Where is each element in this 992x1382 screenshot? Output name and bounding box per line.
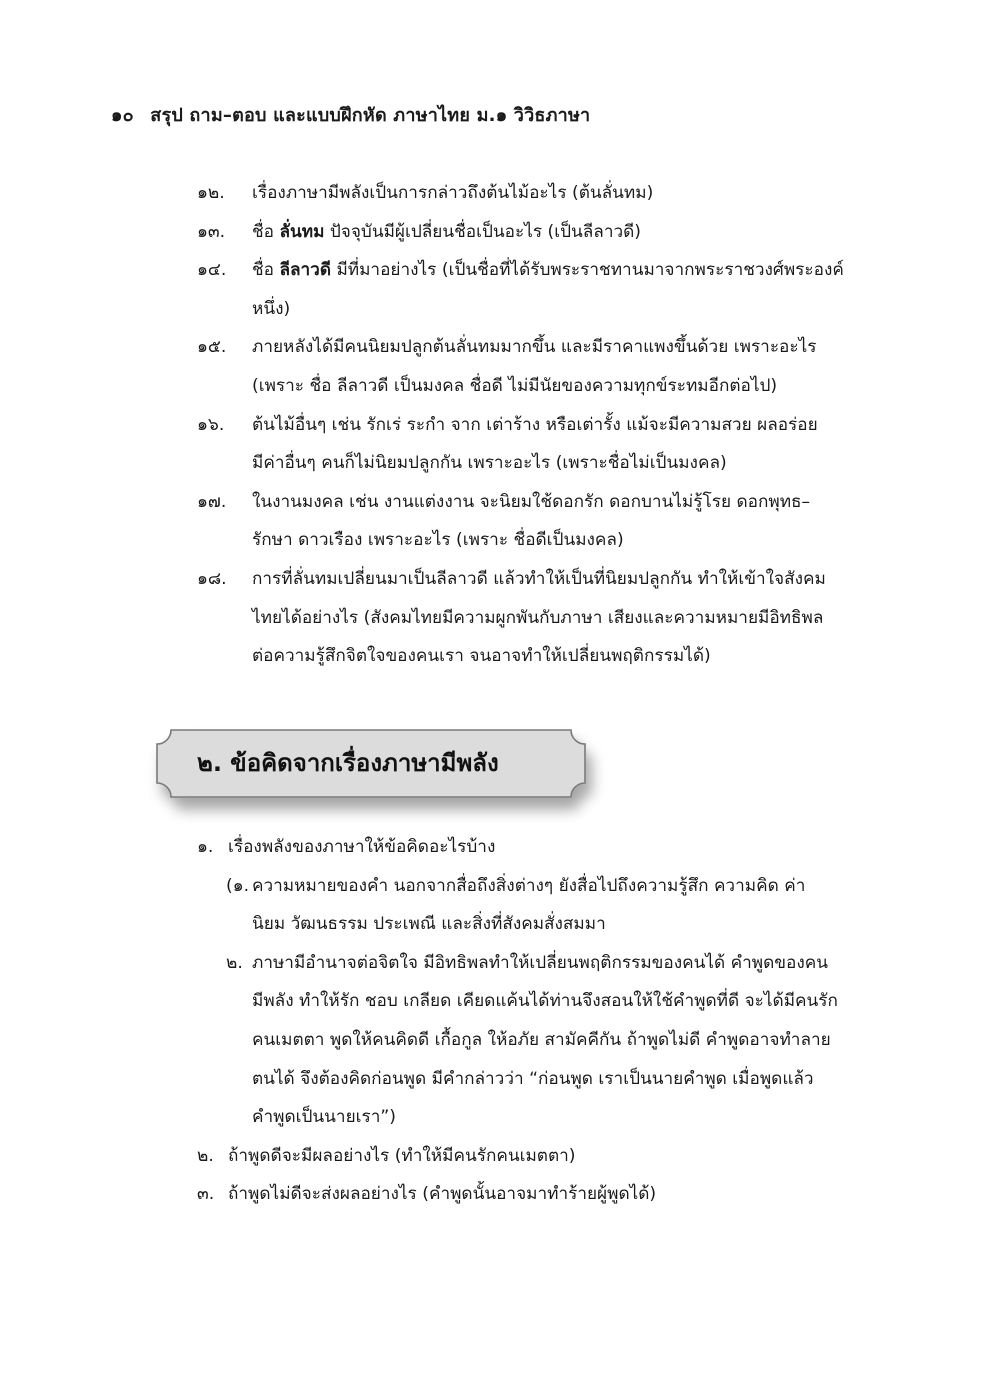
bold-term: ลีลาวดี <box>279 260 331 281</box>
sub-item-number: ๒. <box>226 952 243 973</box>
text-suffix: มีที่มาอย่างไร (เป็นชื่อที่ได้รับพระราชทานมาจากพระราชวงศ์พระองค์ <box>330 260 844 281</box>
qa-item-15 <box>197 328 887 405</box>
page-header <box>111 100 590 129</box>
item-text: การที่ลั่นทมเปลี่ยนมาเป็นลีลาวดี แล้วทำให้เป็นที่นิยมปลูกกัน ทำให้เข้าใจสังคม <box>252 568 826 589</box>
item-text: ถ้าพูดดีจะมีผลอย่างไร (ทำให้มีคนรักคนเมตตา) <box>228 1145 576 1166</box>
qa-item-17 <box>197 483 887 560</box>
qa-item-16 <box>197 406 887 483</box>
item-number: ๑๔. <box>197 260 227 281</box>
sec2-item-3 <box>197 1175 887 1214</box>
item-text: ต้นไม้อื่นๆ เช่น รักเร่ ระกำ จาก เต่าร้าง หรือเต่ารั้ง แม้จะมีความสวย ผลอร่อย <box>252 414 818 435</box>
sub-item-line: คำพูดเป็นนายเรา”) <box>252 1107 397 1128</box>
sub-item-2 <box>226 944 887 1137</box>
sub-item-line: นิยม วัฒนธรรม ประเพณี และสิ่งที่สังคมสั่งสมมา <box>252 914 606 935</box>
item-text: เรื่องภาษามีพลังเป็นการกล่าวถึงต้นไม้อะไร (ต้นลั่นทม) <box>252 183 654 203</box>
sub-item-line: มีพลัง ทำให้รัก ชอบ เกลียด เคียดแค้นได้ท่านจึงสอนให้ใช้คำพูดที่ดี จะได้มีคนรัก <box>252 991 838 1012</box>
sec2-item-1 <box>197 828 887 1137</box>
sub-item-1 <box>226 867 887 944</box>
item-text: ถ้าพูดไม่ดีจะส่งผลอย่างไร (คำพูดนั้นอาจมาทำร้ายผู้พูดได้) <box>228 1184 657 1205</box>
item-number: ๑๘. <box>197 568 227 589</box>
item-text: ภายหลังได้มีคนนิยมปลูกต้นลั่นทมมากขึ้น และมีราคาแพงขึ้นด้วย เพราะอะไร <box>252 337 817 358</box>
item-number: ๓. <box>197 1184 215 1205</box>
qa-item-13 <box>197 213 887 252</box>
book-title: สรุป ถาม–ตอบ และแบบฝึกหัด ภาษาไทย ม.๑ วิวิธภาษา <box>150 105 591 126</box>
item-number: ๑. <box>197 837 214 857</box>
item-answer: ไทยได้อย่างไร (สังคมไทยมีความผูกพันกับภาษา เสียงและความหมายมีอิทธิพล <box>252 607 824 628</box>
sec2-item-2 <box>197 1137 887 1176</box>
item-text <box>252 213 887 252</box>
text-suffix: ปัจจุบันมีผู้เปลี่ยนชื่อเป็นอะไร (เป็นลีลาวดี) <box>324 221 642 242</box>
sub-item-line: ความหมายของคำ นอกจากสื่อถึงสิ่งต่างๆ ยังสื่อไปถึงความรู้สึก ความคิด ค่า <box>252 875 806 896</box>
qa-item-12 <box>197 174 887 213</box>
section-heading-box <box>157 730 585 797</box>
item-answer: (เพราะ ชื่อ ลีลาวดี เป็นมงคล ชื่อดี ไม่มีนัยของความทุกข์ระทมอีกต่อไป) <box>252 375 778 396</box>
item-text <box>252 251 887 290</box>
text-prefix: ชื่อ <box>252 221 280 242</box>
sub-item-line: ตนได้ จึงต้องคิดก่อนพูด มีคำกล่าวว่า “ก่อนพูด เราเป็นนายคำพูด เมื่อพูดแล้ว <box>252 1068 814 1089</box>
bold-term: ลั่นทม <box>279 221 325 242</box>
item-text: เรื่องพลังของภาษาให้ข้อคิดอะไรบ้าง <box>228 837 496 857</box>
item-number: ๑๗. <box>197 491 227 512</box>
sub-item-number: (๑. <box>226 875 250 896</box>
qa-list <box>197 174 887 676</box>
item-number: ๑๖. <box>197 414 225 435</box>
sub-item-line: ภาษามีอำนาจต่อจิตใจ มีอิทธิพลทำให้เปลี่ยนพฤติกรรมของคนได้ คำพูดของคน <box>252 952 828 973</box>
text-prefix: ชื่อ <box>252 260 280 281</box>
section2-list <box>197 828 887 1214</box>
item-answer: มีค่าอื่นๆ คนก็ไม่นิยมปลูกกัน เพราะอะไร (เพราะชื่อไม่เป็นมงคล) <box>252 453 727 474</box>
section-title: ๒. ข้อคิดจากเรื่องภาษามีพลัง <box>197 749 499 777</box>
item-answer: ต่อความรู้สึกจิตใจของคนเรา จนอาจทำให้เปลี่ยนพฤติกรรมได้) <box>252 646 711 667</box>
sub-item-line: คนเมตตา พูดให้คนคิดดี เกื้อกูล ให้อภัย สามัคคีกัน ถ้าพูดไม่ดี คำพูดอาจทำลาย <box>252 1029 831 1050</box>
sub-answer-list <box>226 867 887 1137</box>
item-answer: รักษา ดาวเรือง เพราะอะไร (เพราะ ชื่อดีเป็นมงคล) <box>252 530 624 551</box>
item-text-line2: หนึ่ง) <box>252 298 291 319</box>
item-number: ๑๕. <box>197 337 227 358</box>
qa-item-18 <box>197 560 887 676</box>
item-number: ๑๓. <box>197 221 226 242</box>
item-text: ในงานมงคล เช่น งานแต่งงาน จะนิยมใช้ดอกรัก ดอกบานไม่รู้โรย ดอกพุทธ– <box>252 491 811 512</box>
page-number: ๑๐ <box>111 105 134 126</box>
item-number: ๑๒. <box>197 183 225 203</box>
item-number: ๒. <box>197 1145 214 1166</box>
qa-item-14 <box>197 251 887 328</box>
